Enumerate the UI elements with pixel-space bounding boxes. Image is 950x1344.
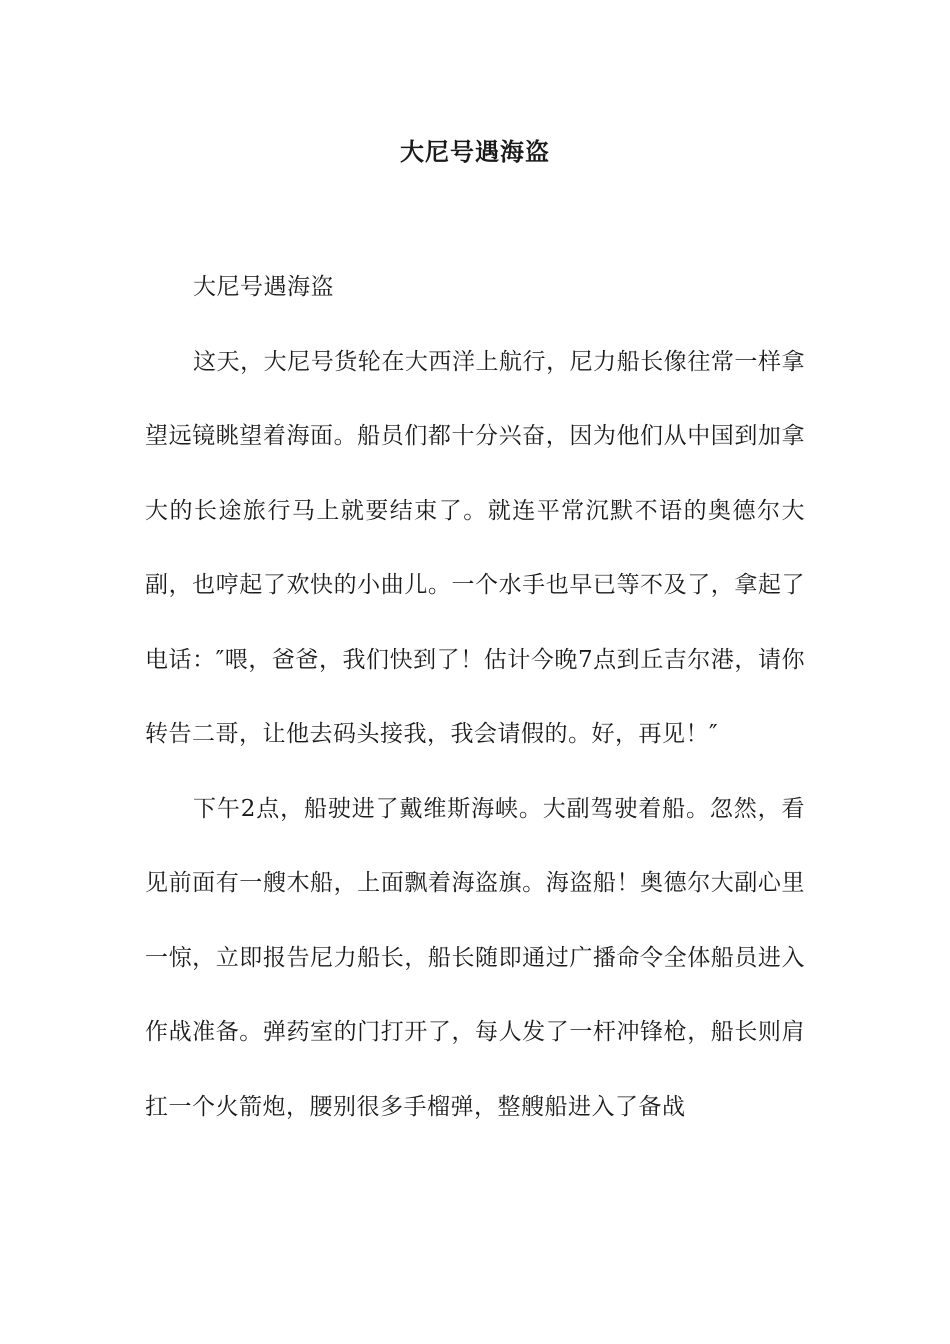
document-title: 大尼号遇海盗 — [400, 138, 550, 166]
paragraph-1: 这天，大尼号货轮在大西洋上航行，尼力船长像往常一样拿望远镜眺望着海面。船员们都十分兴奋，因为他们从中国到加拿大的长途旅行马上就要结束了。就连平常沉默不语的奥德尔大副，也哼起了欢快的小曲儿。一个水手也早已等不及了，拿起了电话：″喂，爸爸，我们快到了！估计今晚7点到丘吉尔港，请你转告二哥，让他去码头接我，我会请假的。好，再见！″ — [145, 348, 805, 747]
paragraph-2: 下午2点，船驶进了戴维斯海峡。大副驾驶着船。忽然，看见前面有一艘木船，上面飘着海盗旗。海盗船！奥德尔大副心里一惊，立即报告尼力船长，船长随即通过广播命令全体船员进入作战准备。弹药室的门打开了，每人发了一杆冲锋枪，船长则肩扛一个火箭炮，腰别很多手榴弹，整艘船进入了备战 — [145, 795, 805, 1120]
paragraph-subtitle: 大尼号遇海盗 — [193, 274, 334, 300]
document-body — [145, 250, 805, 1144]
